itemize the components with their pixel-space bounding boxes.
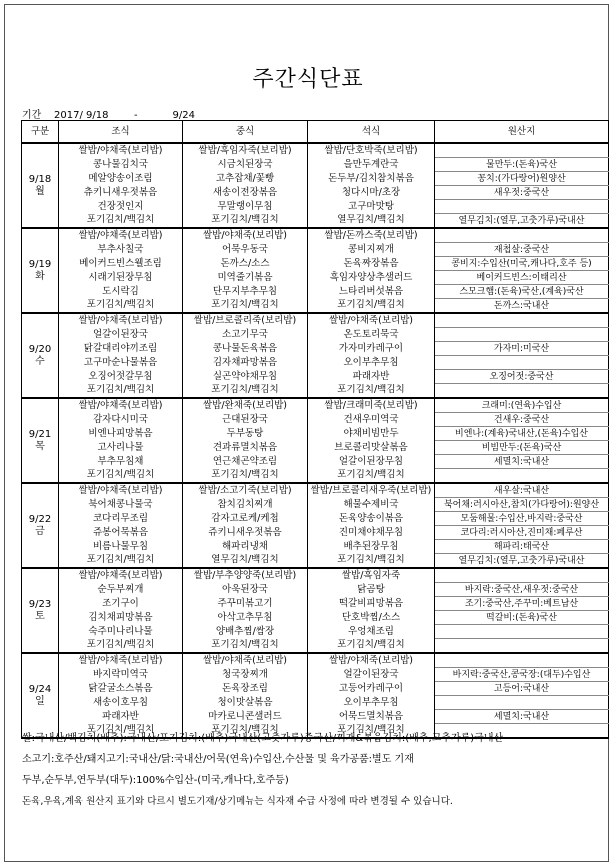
menu-row <box>22 653 609 668</box>
lunch-item: 쌀밥/부추양양죽(보리밥) <box>183 568 308 583</box>
breakfast-item: 바지락미역국 <box>59 668 183 682</box>
menu-row <box>22 342 609 356</box>
lunch-item: 미역줄기볶음 <box>183 271 308 285</box>
menu-row <box>22 639 609 654</box>
origin-item <box>435 384 609 399</box>
breakfast-item: 파래자반 <box>59 710 183 724</box>
origin-item: 콩비지:수입산(미국,캐나다,호주 등) <box>435 257 609 271</box>
dinner-item: 브로콜리맛살볶음 <box>308 441 435 455</box>
lunch-item: 무말랭이무침 <box>183 200 308 214</box>
lunch-item: 청이맛살볶음 <box>183 696 308 710</box>
dinner-item: 야채비빔만두 <box>308 427 435 441</box>
menu-row <box>22 526 609 540</box>
dinner-item: 포기김치/백김치 <box>308 384 435 399</box>
period-dash: - <box>133 110 138 121</box>
breakfast-item: 포기김치/백김치 <box>59 639 183 654</box>
lunch-item: 쌀밥/흑임자죽(보리밥) <box>183 143 308 158</box>
menu-row <box>22 540 609 554</box>
origin-item: 모둠해물:수입산,바지락:중국산 <box>435 512 609 526</box>
dinner-item: 우엉채조림 <box>308 625 435 639</box>
lunch-item: 포기김치/백김치 <box>183 214 308 229</box>
origin-item: 건새우:중국산 <box>435 413 609 427</box>
header-day: 구분 <box>22 121 59 144</box>
lunch-item: 양배추찜/쌈장 <box>183 625 308 639</box>
breakfast-item: 닭갈굴소스볶음 <box>59 682 183 696</box>
breakfast-item: 쌀밥/야채죽(보리밥) <box>59 228 183 243</box>
breakfast-item: 콩나물김치국 <box>59 158 183 172</box>
origin-item <box>435 568 609 583</box>
origin-item <box>435 356 609 370</box>
footer-notes <box>22 728 503 812</box>
dinner-item: 을만두계란국 <box>308 158 435 172</box>
origin-item: 열무김치:(열무,고춧가루)국내산 <box>435 214 609 229</box>
note-line: 쌀:국내산/백김치(배추):국내산/포기김치:(배추)국내산(고춧가루)중국산/찌개&볶음김치:(배추,고추가루)국내산 <box>22 733 504 744</box>
lunch-item: 쌀밥/완채죽(보리밥) <box>183 398 308 413</box>
origin-item: 가자미:미국산 <box>435 342 609 356</box>
day-weekday: 목 <box>35 440 45 452</box>
breakfast-item: 베이커드빈스웰조림 <box>59 257 183 271</box>
origin-item: 북어채:러시아산,참치(가다랑어):원양산 <box>435 498 609 512</box>
breakfast-item: 숙주미나리나물 <box>59 625 183 639</box>
dinner-item: 돈두부/김치참치볶음 <box>308 172 435 186</box>
breakfast-item: 비름나물무침 <box>59 540 183 554</box>
day-cell <box>22 568 59 653</box>
dinner-item: 어묵드멸치볶음 <box>308 710 435 724</box>
menu-row <box>22 696 609 710</box>
day-cell <box>22 398 59 483</box>
dinner-item: 쌀밥/흑임자죽 <box>308 568 435 583</box>
breakfast-item: 얼갈이된장국 <box>59 328 183 342</box>
day-cell <box>22 313 59 398</box>
breakfast-item: 도시락김 <box>59 285 183 299</box>
origin-item: 고등어:국내산 <box>435 682 609 696</box>
breakfast-item: 새송이호무침 <box>59 696 183 710</box>
lunch-item: 어묵우동국 <box>183 243 308 257</box>
menu-row <box>22 427 609 441</box>
menu-row <box>22 328 609 342</box>
dinner-item: 떡갈비피망볶음 <box>308 597 435 611</box>
menu-row <box>22 441 609 455</box>
breakfast-item: 포기김치/백김치 <box>59 554 183 569</box>
dinner-item: 해물수제비국 <box>308 498 435 512</box>
menu-row <box>22 200 609 214</box>
origin-item: 세멸치:국내산 <box>435 710 609 724</box>
breakfast-item: 포기김치/백김치 <box>59 299 183 314</box>
origin-item: 새우살:국내산 <box>435 483 609 498</box>
day-weekday: 화 <box>35 270 45 282</box>
lunch-item: 고추잡채/꽃빵 <box>183 172 308 186</box>
breakfast-item: 쌀밥/야채죽(보리밥) <box>59 313 183 328</box>
menu-row <box>22 398 609 413</box>
breakfast-item: 포기김치/백김치 <box>59 384 183 399</box>
menu-row <box>22 469 609 484</box>
origin-item <box>435 696 609 710</box>
lunch-item: 열무김치/백김치 <box>183 554 308 569</box>
dinner-item: 느타리버섯볶음 <box>308 285 435 299</box>
lunch-item: 포기김치/백김치 <box>183 469 308 484</box>
origin-item: 스모크햄:(돈육)국산,(계육)국산 <box>435 285 609 299</box>
lunch-item: 실곤약야채무침 <box>183 370 308 384</box>
menu-row <box>22 512 609 526</box>
origin-item: 꽁치:(가다랑어)원양산 <box>435 172 609 186</box>
origin-item: 조기:중국산,주꾸미:베트남산 <box>435 597 609 611</box>
menu-row <box>22 611 609 625</box>
lunch-item: 두부동탕 <box>183 427 308 441</box>
origin-item: 크래미:(연육)수입산 <box>435 398 609 413</box>
day-date: 9/19 <box>28 258 52 270</box>
period-end: 9/24 <box>172 110 195 121</box>
origin-item: 떡갈비:(돈육)국산 <box>435 611 609 625</box>
menu-row <box>22 313 609 328</box>
dinner-item: 쌀밥/단호박죽(보리밥) <box>308 143 435 158</box>
lunch-item: 시금치된장국 <box>183 158 308 172</box>
menu-row <box>22 257 609 271</box>
origin-item <box>435 228 609 243</box>
lunch-item: 돈육장조림 <box>183 682 308 696</box>
lunch-item: 아욱된장국 <box>183 583 308 597</box>
menu-body <box>22 143 609 738</box>
dinner-item: 포기김치/백김치 <box>308 724 435 739</box>
lunch-item: 쌀밥/야채죽(보리밥) <box>183 228 308 243</box>
header-origin: 원산지 <box>435 121 609 144</box>
breakfast-item: 북어채콩나물국 <box>59 498 183 512</box>
menu-row <box>22 228 609 243</box>
breakfast-item: 김치채피망볶음 <box>59 611 183 625</box>
day-weekday: 수 <box>35 355 45 367</box>
lunch-item: 쥬키니새우젓볶음 <box>183 526 308 540</box>
lunch-item: 주꾸미볶고기 <box>183 597 308 611</box>
dinner-item: 열무김치/백김치 <box>308 214 435 229</box>
breakfast-item: 부추사칠국 <box>59 243 183 257</box>
origin-item <box>435 328 609 342</box>
lunch-item: 감자고로케/케첩 <box>183 512 308 526</box>
menu-row <box>22 682 609 696</box>
menu-row <box>22 668 609 682</box>
dinner-item: 고구마맛탕 <box>308 200 435 214</box>
origin-item <box>435 200 609 214</box>
header-breakfast: 조식 <box>59 121 183 144</box>
lunch-item: 연근채곤약조림 <box>183 455 308 469</box>
header-lunch: 중식 <box>183 121 308 144</box>
dinner-item: 쌀밥/돈까스죽(보리밥) <box>308 228 435 243</box>
menu-row <box>22 710 609 724</box>
origin-item <box>435 653 609 668</box>
lunch-item: 쌀밥/야채죽(보리밥) <box>183 653 308 668</box>
origin-item: 재첩살:중국산 <box>435 243 609 257</box>
lunch-item: 쌀밥/소고기죽(보리밥) <box>183 483 308 498</box>
dinner-item: 얼갈이된장국 <box>308 668 435 682</box>
breakfast-item: 부추무침채 <box>59 455 183 469</box>
note-line: 소고기:호주산/돼지고기:국내산/닭:국내산/어묵(연육)수입산,수산물 및 육가공품:별도 기재 <box>22 754 414 765</box>
breakfast-item: 쌀밥/야채죽(보리밥) <box>59 653 183 668</box>
lunch-item: 단무지부추무침 <box>183 285 308 299</box>
lunch-item: 콩나물돈육볶음 <box>183 342 308 356</box>
origin-item <box>435 469 609 484</box>
day-cell <box>22 143 59 228</box>
day-date: 9/20 <box>28 343 52 355</box>
day-date: 9/24 <box>28 683 52 695</box>
menu-row <box>22 455 609 469</box>
breakfast-item: 순두부찌개 <box>59 583 183 597</box>
origin-item <box>435 313 609 328</box>
dinner-item: 쌀밥/크래미죽(보리밥) <box>308 398 435 413</box>
dinner-item: 포기김치/백김치 <box>308 469 435 484</box>
menu-row <box>22 498 609 512</box>
day-date: 9/18 <box>28 173 52 185</box>
dinner-item: 포기김치/백김치 <box>308 554 435 569</box>
origin-item: 코다리:러시아산,진미채:페루산 <box>435 526 609 540</box>
origin-item: 비빔만두:(돈육)국산 <box>435 441 609 455</box>
origin-item: 세멸치:국내산 <box>435 455 609 469</box>
breakfast-item: 츄키니새우젓볶음 <box>59 186 183 200</box>
day-cell <box>22 483 59 568</box>
lunch-item: 새송이전장볶음 <box>183 186 308 200</box>
breakfast-item: 쌀밥/야채죽(보리밥) <box>59 568 183 583</box>
dinner-item: 쌀밥/브로콜리새우죽(보리밥) <box>308 483 435 498</box>
dinner-item: 돈육짜장볶음 <box>308 257 435 271</box>
menu-row <box>22 384 609 399</box>
lunch-item: 마카로니콘샐러드 <box>183 710 308 724</box>
dinner-item: 닭곰탕 <box>308 583 435 597</box>
lunch-item: 소고기무국 <box>183 328 308 342</box>
dinner-item: 오이부추무침 <box>308 696 435 710</box>
breakfast-item: 포기김치/백김치 <box>59 469 183 484</box>
header-row <box>22 121 609 144</box>
origin-item: 열무김치:(열무,고춧가루)국내산 <box>435 554 609 569</box>
day-date: 9/21 <box>28 428 52 440</box>
lunch-item: 포기김치/백김치 <box>183 299 308 314</box>
lunch-item: 참치김치찌개 <box>183 498 308 512</box>
dinner-item: 콩비지찌개 <box>308 243 435 257</box>
day-cell <box>22 228 59 313</box>
menu-row <box>22 158 609 172</box>
breakfast-item: 감자다시미국 <box>59 413 183 427</box>
origin-item: 돈까스:국내산 <box>435 299 609 314</box>
origin-item: 바지락:중국산,새우젓:중국산 <box>435 583 609 597</box>
day-date: 9/23 <box>28 598 52 610</box>
origin-item: 비엔나:(계육)국내산,(돈육)수입산 <box>435 427 609 441</box>
menu-row <box>22 299 609 314</box>
breakfast-item: 포기김치/백김치 <box>59 214 183 229</box>
dinner-item: 배추된장무침 <box>308 540 435 554</box>
dinner-item: 청다시마/초장 <box>308 186 435 200</box>
origin-item: 물만두:(돈육)국산 <box>435 158 609 172</box>
origin-item: 바지락:중국산,콩국장:(대두)수입산 <box>435 668 609 682</box>
breakfast-item: 비엔나피망볶음 <box>59 427 183 441</box>
breakfast-item: 쌀밥/야채죽(보리밥) <box>59 398 183 413</box>
dinner-item: 포기김치/백김치 <box>308 639 435 654</box>
menu-row <box>22 568 609 583</box>
dinner-item: 쌀밥/야채죽(보리밥) <box>308 313 435 328</box>
breakfast-item: 쌀밥/야채죽(보리밥) <box>59 483 183 498</box>
breakfast-item: 시래기된장무침 <box>59 271 183 285</box>
note-line: 돈육,우육,계육 원산지 표기와 다르시 별도기재/상기메뉴는 식자재 수급 사정에 따라 변경될 수 있습니다. <box>22 796 453 807</box>
lunch-item: 해파리냉채 <box>183 540 308 554</box>
dinner-item: 단호박찜/소스 <box>308 611 435 625</box>
dinner-item: 쌀밥/야채죽(보리밥) <box>308 653 435 668</box>
breakfast-item: 코다리무조림 <box>59 512 183 526</box>
page-title: 주간식단표 <box>252 67 364 92</box>
origin-item: 오징어젓:중국산 <box>435 370 609 384</box>
dinner-item: 건새우미역국 <box>308 413 435 427</box>
breakfast-item: 쌀밥/야채죽(보리밥) <box>59 143 183 158</box>
dinner-item: 파래자반 <box>308 370 435 384</box>
menu-row <box>22 186 609 200</box>
lunch-item: 견과류멸치볶음 <box>183 441 308 455</box>
lunch-item: 쌀밥/브로콜리죽(보리밥) <box>183 313 308 328</box>
breakfast-item: 포기김치/백김치 <box>59 724 183 739</box>
lunch-item: 아삭고추무침 <box>183 611 308 625</box>
lunch-item: 돈까스/소스 <box>183 257 308 271</box>
day-weekday: 일 <box>35 695 45 707</box>
note-line: 두부,순두부,연두부(대두):100%수입산-(미국,캐나다,호주등) <box>22 775 289 786</box>
day-date: 9/22 <box>28 513 52 525</box>
menu-row <box>22 597 609 611</box>
period-start: 2017/ 9/18 <box>54 110 109 121</box>
dinner-item: 진미채야채무침 <box>308 526 435 540</box>
dinner-item: 포기김치/백김치 <box>308 299 435 314</box>
dinner-item: 얼갈이된장무침 <box>308 455 435 469</box>
header-dinner: 석식 <box>308 121 435 144</box>
lunch-item: 김자채파망볶음 <box>183 356 308 370</box>
menu-table <box>21 120 609 739</box>
origin-item <box>435 625 609 639</box>
menu-row <box>22 483 609 498</box>
menu-row <box>22 583 609 597</box>
period-line <box>22 106 195 121</box>
day-weekday: 토 <box>35 610 45 622</box>
lunch-item: 포기김치/백김치 <box>183 724 308 739</box>
breakfast-item: 고사리나물 <box>59 441 183 455</box>
breakfast-item: 건장젓인지 <box>59 200 183 214</box>
menu-row <box>22 625 609 639</box>
origin-item <box>435 143 609 158</box>
menu-row <box>22 413 609 427</box>
dinner-item: 가자미카레구이 <box>308 342 435 356</box>
lunch-item: 포기김치/백김치 <box>183 384 308 399</box>
lunch-item: 포기김치/백김치 <box>183 639 308 654</box>
dinner-item: 온도토리묵국 <box>308 328 435 342</box>
menu-row <box>22 554 609 569</box>
dinner-item: 돈육양송이볶음 <box>308 512 435 526</box>
menu-row <box>22 243 609 257</box>
breakfast-item: 고구마순나물볶음 <box>59 356 183 370</box>
breakfast-item: 조기구이 <box>59 597 183 611</box>
menu-row <box>22 285 609 299</box>
menu-row <box>22 271 609 285</box>
breakfast-item: 메알양송이조림 <box>59 172 183 186</box>
origin-item: 새우젓:중국산 <box>435 186 609 200</box>
dinner-item: 오이부추무침 <box>308 356 435 370</box>
dinner-item: 흑임자양상추샐러드 <box>308 271 435 285</box>
origin-item <box>435 639 609 654</box>
dinner-item: 고등어카레구이 <box>308 682 435 696</box>
menu-row <box>22 143 609 158</box>
menu-row <box>22 370 609 384</box>
breakfast-item: 닭갈대리야끼조림 <box>59 342 183 356</box>
origin-item: 베이커드빈스:이태리산 <box>435 271 609 285</box>
menu-row <box>22 214 609 229</box>
menu-row <box>22 356 609 370</box>
menu-row <box>22 172 609 186</box>
day-weekday: 월 <box>35 185 45 197</box>
breakfast-item: 오징어젓갈무침 <box>59 370 183 384</box>
lunch-item: 청국장찌개 <box>183 668 308 682</box>
day-weekday: 금 <box>35 525 45 537</box>
breakfast-item: 쥬봉어묵볶음 <box>59 526 183 540</box>
day-cell <box>22 653 59 738</box>
period-label: 기간 <box>22 110 42 121</box>
lunch-item: 근대된장국 <box>183 413 308 427</box>
origin-item: 해파리:태국산 <box>435 540 609 554</box>
